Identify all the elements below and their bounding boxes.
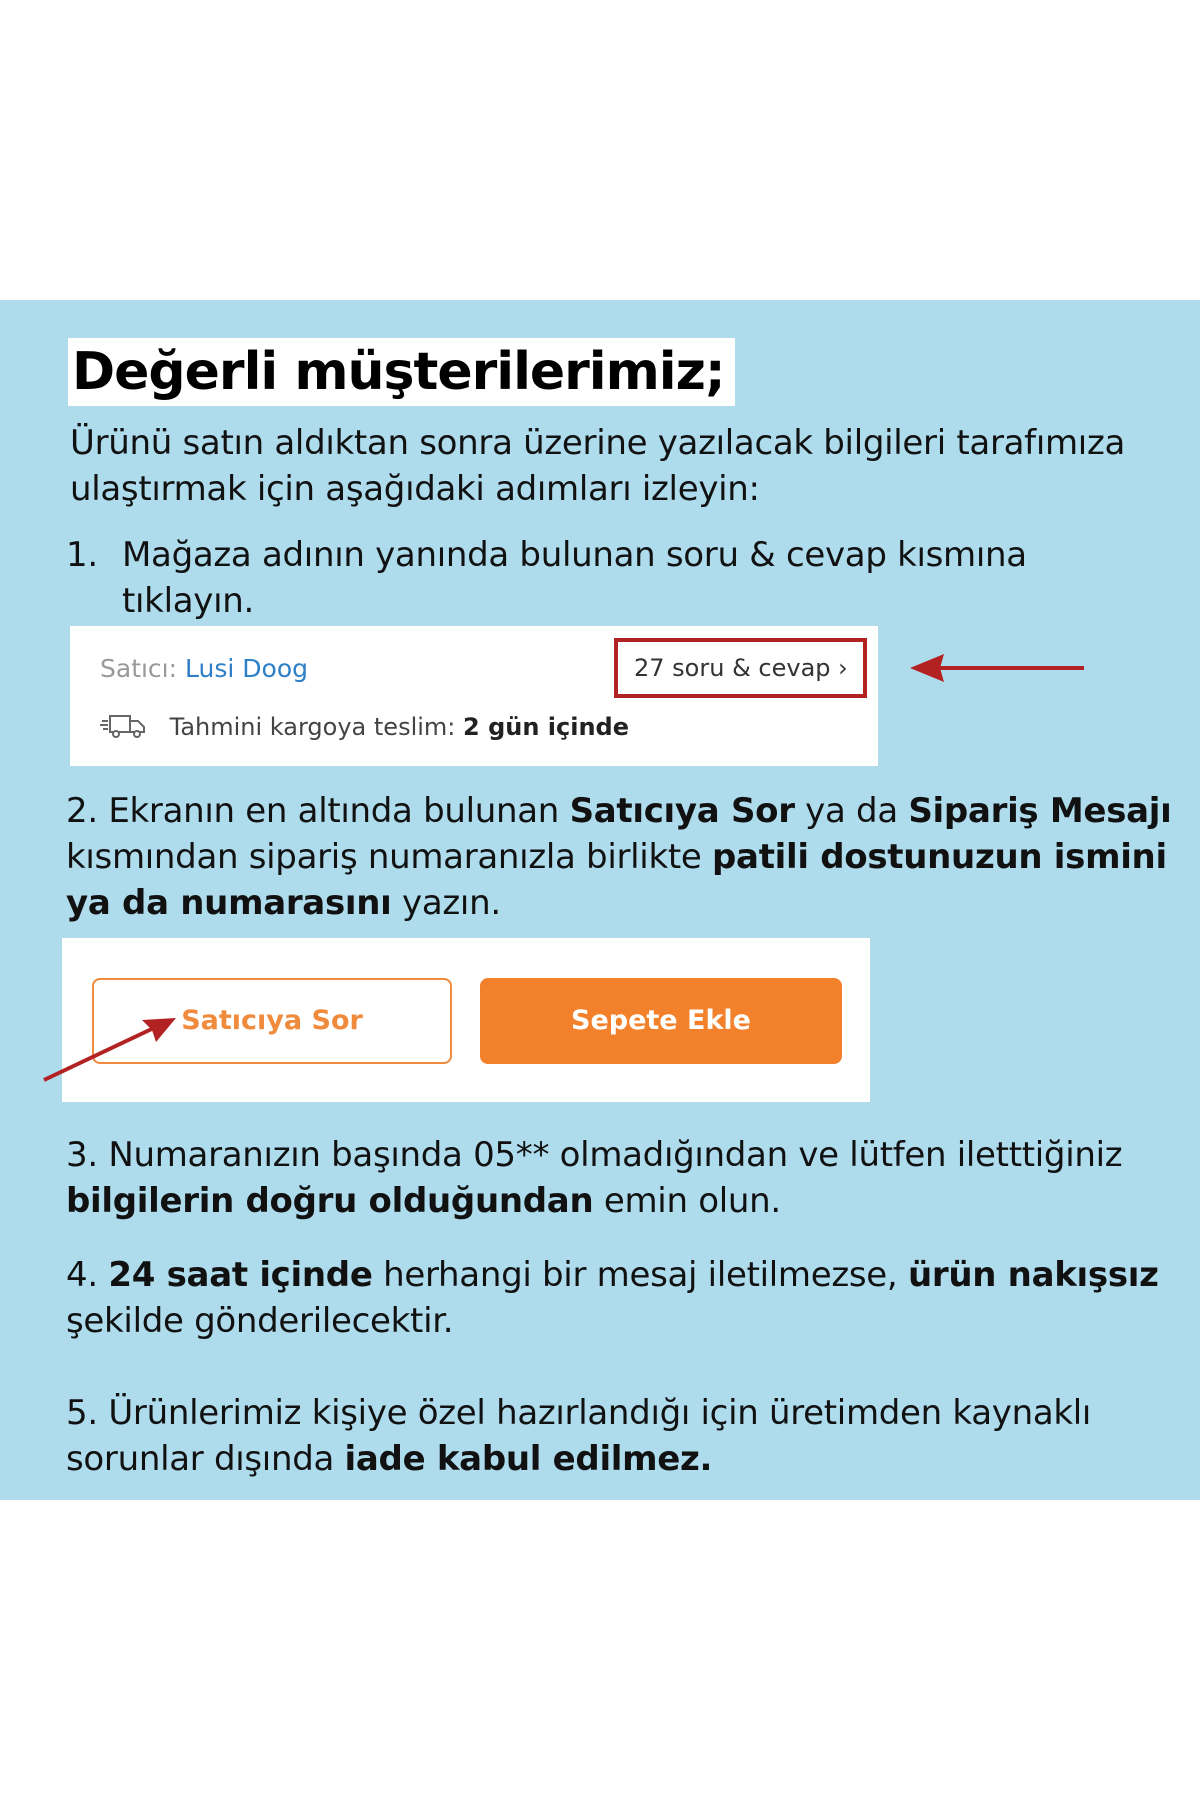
step-2-text-b: ya da — [794, 791, 909, 831]
step-2-bold-order-message: Sipariş Mesajı — [908, 791, 1172, 831]
step-3-bold: bilgilerin doğru olduğundan — [66, 1181, 594, 1221]
step-3-text-b: emin olun. — [593, 1181, 781, 1221]
step-4-text-c: şekilde gönderilecektir. — [66, 1301, 454, 1341]
step-2 — [66, 788, 1176, 926]
step-3 — [66, 1132, 1176, 1224]
seller-info-card — [70, 626, 878, 766]
ask-seller-button[interactable]: Satıcıya Sor — [92, 978, 452, 1064]
delivery-row — [100, 710, 629, 744]
qa-link-label: 27 soru & cevap — [634, 654, 831, 682]
delivery-label: Tahmini kargoya teslim: — [169, 713, 456, 741]
step-4 — [66, 1252, 1176, 1344]
step-2-text-a: 2. Ekranın en altında bulunan — [66, 791, 570, 831]
seller-label: Satıcı: — [100, 654, 178, 683]
step-2-bold-ask-seller: Satıcıya Sor — [569, 791, 795, 831]
step-5-text-a: 5. Ürünlerimiz kişiye özel hazırlandığı için üretimden kaynaklı sorunlar dışında — [66, 1393, 1092, 1479]
step-4-text-b: herhangi bir mesaj iletilmezse, — [372, 1255, 908, 1295]
step-2-text-c: kısmından sipariş numaranızla birlikte — [66, 837, 713, 877]
step-2-bold-pet-name: patili dostunuzun ismini ya da numarasını — [66, 837, 1167, 923]
add-to-cart-button[interactable]: Sepete Ekle — [480, 978, 842, 1064]
step-1-text: Mağaza adının yanında bulunan soru & cevap kısmına tıklayın. — [122, 535, 1027, 621]
step-4-bold-no-embroidery: ürün nakışsız — [907, 1255, 1159, 1295]
seller-row — [100, 652, 308, 686]
step-4-text-a: 4. — [66, 1255, 109, 1295]
step-5 — [66, 1390, 1176, 1482]
step-1-number: 1. — [66, 535, 98, 575]
arrow-left-icon — [910, 652, 1086, 684]
seller-name-link[interactable]: Lusi Doog — [185, 654, 308, 683]
arrow-pointer-icon — [40, 1010, 190, 1084]
intro-text: Ürünü satın aldıktan sonra üzerine yazılacak bilgileri tarafımıza ulaştırmak için aşağıdaki adımları izleyin: — [70, 423, 1126, 509]
page-title: Değerli müşterilerimiz; — [68, 338, 735, 406]
chevron-right-icon: › — [838, 654, 848, 682]
step-4-bold-24h: 24 saat içinde — [108, 1255, 373, 1295]
truck-icon — [100, 713, 146, 739]
step-3-text-a: 3. Numaranızın başında 05** olmadığından ve lütfen iletttiğiniz — [66, 1135, 1123, 1175]
step-2-text-d: yazın. — [391, 883, 501, 923]
questions-answers-link[interactable] — [614, 638, 867, 698]
delivery-value: 2 gün içinde — [463, 713, 629, 741]
step-5-bold-no-return: iade kabul edilmez. — [344, 1439, 713, 1479]
